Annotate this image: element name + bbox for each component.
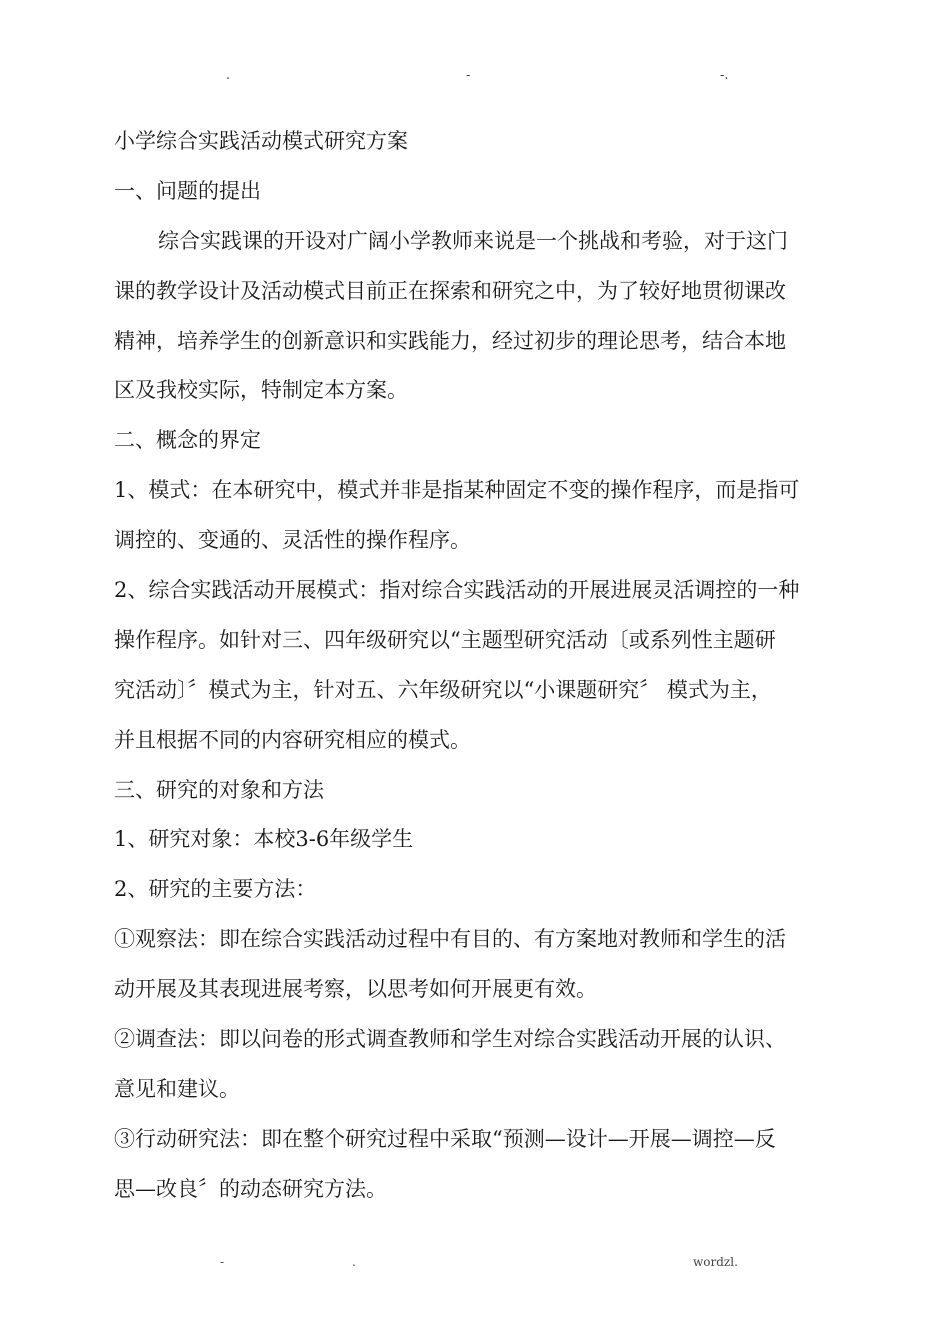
footer-right-mark: wordzl. <box>693 1255 738 1269</box>
paragraph-line: 2、综合实践活动开展模式：指对综合实践活动的开展进展灵活调控的一种 <box>114 578 800 603</box>
paragraph-line: 课的教学设计及活动模式目前正在探索和研究之中，为了较好地贯彻课改 <box>114 278 786 303</box>
paragraph-line: 1、模式：在本研究中，模式并非是指某种固定不变的操作程序，而是指可 <box>114 478 800 503</box>
paragraph-line: ③行动研究法：即在整个研究过程中采取“预测—设计—开展—调控—反 <box>114 1126 776 1151</box>
paragraph-line: 究活动〕〞模式为主，针对五、六年级研究以“小课题研究〞 模式为主， <box>114 677 772 702</box>
paragraph-line: 综合实践课的开设对广阔小学教师来说是一个挑战和考验，对于这门 <box>158 228 788 253</box>
paragraph-line: 思—改良〞的动态研究方法。 <box>114 1176 387 1201</box>
header-right-mark: -. <box>720 68 729 83</box>
paragraph-line: 1、研究对象：本校3-6年级学生 <box>114 827 414 852</box>
paragraph-line: ①观察法：即在综合实践活动过程中有目的、有方案地对教师和学生的活 <box>114 927 786 952</box>
paragraph-line: 调控的、变通的、灵活性的操作程序。 <box>114 528 471 553</box>
paragraph-line: 并且根据不同的内容研究相应的模式。 <box>114 727 471 752</box>
section-heading-2: 二、概念的界定 <box>114 428 261 453</box>
footer-center-mark: . <box>352 1255 356 1269</box>
paragraph-line: 2、研究的主要方法： <box>114 877 317 902</box>
document-body <box>114 117 836 1215</box>
header-center-mark: - <box>466 68 471 83</box>
section-heading-1: 一、问题的提出 <box>114 178 261 203</box>
paragraph-line: 操作程序。如针对三、四年级研究以“主题型研究活动〔或系列性主题研 <box>114 627 776 652</box>
section-heading-3: 三、研究的对象和方法 <box>114 777 324 802</box>
header-left-mark: . <box>226 68 231 83</box>
paragraph-line: 精神，培养学生的创新意识和实践能力，经过初步的理论思考，结合本地 <box>114 328 786 353</box>
paragraph-line: 区及我校实际，特制定本方案。 <box>114 378 408 403</box>
footer-left-mark: - <box>220 1255 225 1269</box>
paragraph-line: 意见和建议。 <box>114 1076 240 1101</box>
paragraph-line: 动开展及其表现进展考察，以思考如何开展更有效。 <box>114 977 597 1002</box>
paragraph-line: ②调查法：即以问卷的形式调查教师和学生对综合实践活动开展的认识、 <box>114 1027 786 1052</box>
document-title: 小学综合实践活动模式研究方案 <box>114 129 408 153</box>
